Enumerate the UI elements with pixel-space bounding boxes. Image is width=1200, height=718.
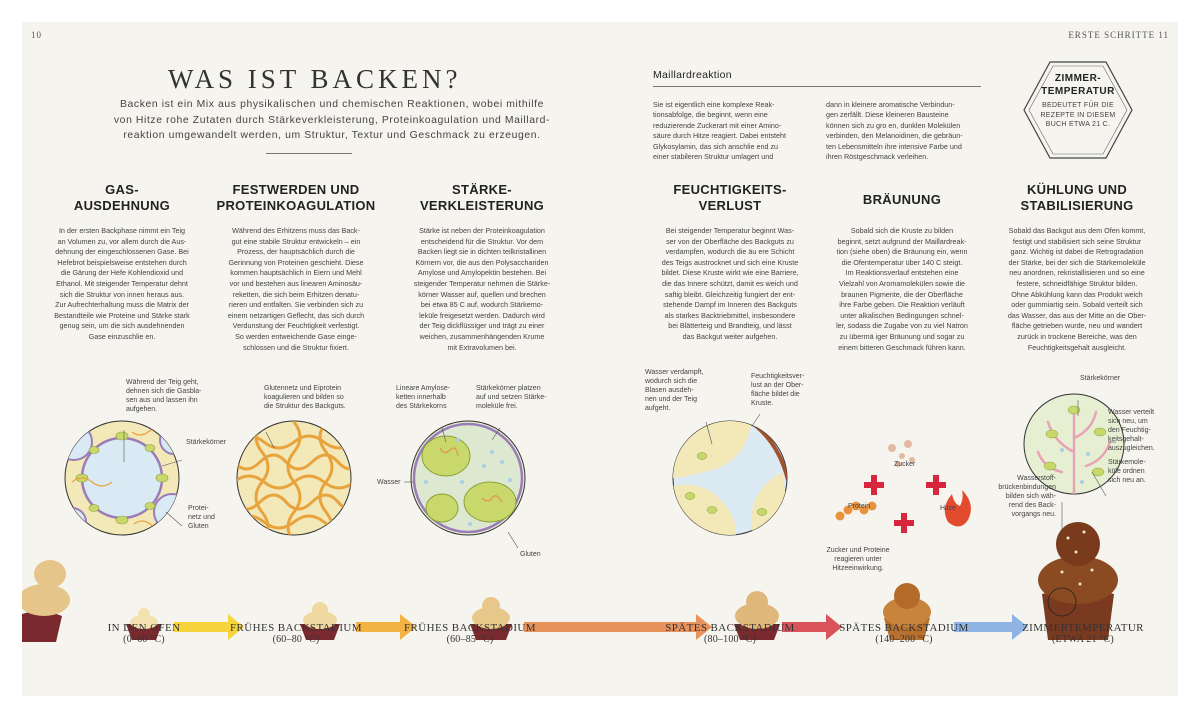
body-line: die Ofentemperatur über 140 C steigt. (841, 257, 963, 267)
intro-line: Backen ist ein Mix aus physikalischen und chemischen Reaktionen, wobei mithilfe (120, 99, 544, 110)
body-line: des Teigs austrocknet und sich eine Kruste (661, 257, 799, 267)
body-line: Bei steigender Temperatur beginnt Was- (665, 226, 795, 235)
stage-label-5 (830, 622, 978, 646)
ann-line: dehnen sich die Gasbla- (126, 388, 202, 395)
maillard-line: können sich zu gro en, dunklen Molekülen (826, 120, 961, 130)
annotation-gas (126, 378, 202, 414)
body-line: entscheidend für die Struktur. Vor dem (420, 236, 544, 246)
ann-line: Wasser verteilt (1108, 409, 1155, 416)
ann-line: des Stärkekorns (396, 403, 447, 410)
body-line: Ohne Abkühlung kann das Produkt weich (1011, 289, 1143, 299)
body-line: dehnung der eingeschlossenen Gase. Bei (55, 247, 189, 257)
page-number-right: 11 (1158, 30, 1169, 40)
body-line: unter alkalischen Bedingungen schnel- (840, 310, 964, 320)
body-line: schlossen und die Struktur fixiert. (243, 342, 349, 352)
body-line: tion (siehe oben) die Bräunung ein, wenn (836, 247, 968, 257)
page-number-left: 10 (31, 30, 42, 40)
stage-temp: (0–60 °C) (123, 634, 165, 645)
annotation-hbond (982, 474, 1056, 519)
section-body (42, 226, 202, 343)
body-line: Vielzahl von Aromamolekülen sowie die (838, 278, 966, 288)
ann-line: Protei- (188, 505, 209, 512)
annotation-protein-5: Protein (848, 503, 871, 510)
zimmer-box (1022, 72, 1134, 130)
body-line: Sobald das Backgut aus dem Ofen kommt, (1008, 226, 1146, 235)
ann-line: die Struktur des Backguts. (264, 403, 346, 410)
section-body (216, 226, 376, 353)
section-protein-coagulation (216, 182, 376, 353)
ann-line: aufgeht. (645, 405, 671, 412)
intro-line: reaktion umgewandelt werden, um Struktur, Textur und Geschmack zu erzeugen. (123, 130, 541, 141)
maillard-line: verbinden, den Melanoidinen, die gebräun- (826, 131, 963, 141)
body-line: zurück in trockene Bereiche, was den (1017, 331, 1137, 341)
annotation-sugar: Zucker (894, 461, 916, 468)
annotation-gluten: Gluten (520, 551, 541, 558)
body-line: Zur Aufrechterhaltung muss die Matrix der (55, 300, 189, 310)
section-cooling (996, 182, 1158, 353)
section-body (822, 226, 982, 353)
ann-line: Gluten (188, 523, 209, 530)
moisture-loss-diagram (668, 418, 792, 546)
body-line: ihre Farbe geben. Die Reaktion verläuft (839, 300, 965, 310)
body-line: Bestandteile wie Proteine und Stärke stark (54, 310, 190, 320)
ann-line: Blasen ausdeh- (645, 387, 694, 394)
body-line: oder gummiartig sein. Sobald verteilt sich (1011, 300, 1143, 310)
heading-line: KÜHLUNG UND (1026, 182, 1128, 197)
starch-gelatinization-diagram (411, 421, 525, 535)
annotation-water: Wasser (377, 479, 401, 486)
ann-line: den Feuchtig- (1108, 427, 1151, 434)
maillard-line: tionsabfolge, die beginnt, wenn eine (653, 110, 768, 120)
maillard-rule (653, 86, 981, 87)
annotation-heat: Hitze (940, 505, 956, 512)
plus-icon (864, 475, 946, 533)
ann-line: sich neu, um (1108, 418, 1148, 425)
section-body (996, 226, 1158, 353)
ann-line: sen aus und lassen ihn (126, 397, 198, 404)
annotation-water-6 (1108, 408, 1155, 453)
section-heading (822, 192, 982, 216)
section-heading (402, 182, 562, 216)
annotation-crust (751, 372, 804, 408)
ann-line: nen und der Teig (645, 396, 698, 403)
annotation-starch-1: Stärkekörner (186, 439, 227, 446)
body-line: mit Extravolumen bei. (447, 342, 517, 352)
ann-line: lust an der Ober- (751, 382, 804, 389)
maillard-line: Sie ist eigentlich eine komplexe Reak- (653, 100, 775, 109)
ann-line: reagieren unter (834, 556, 882, 563)
body-line: Während des Erhitzens muss das Back- (232, 226, 360, 235)
ann-line: Zucker und Proteine (826, 547, 890, 554)
body-line: festigt und stabilisiert sich seine Struktur (1012, 236, 1142, 246)
stage-label-6 (1008, 622, 1158, 646)
stage-title: SPÄTES BACKSTADIUM (665, 622, 795, 634)
body-line: saftig bleibt. Gleichzeitig fungiert der ent- (664, 289, 796, 299)
body-line: verdampfen, wodurch die äu ere Schicht (665, 247, 795, 257)
body-line: Feuchtigkeitsgehalt ausgleicht. (1027, 342, 1127, 352)
body-line: der Teig dickflüssiger und trägt zu einer (419, 321, 545, 331)
ann-line: auszugleichen. (1108, 445, 1155, 452)
zimmer-body-line: REZEPTE IN DIESEM (1040, 111, 1116, 119)
ann-line: Wasserstoff- (1017, 475, 1056, 482)
stage-temp: (60–80 °C) (272, 634, 320, 645)
section-gas-expansion (42, 182, 202, 343)
body-line: steigender Temperatur nehmen die Stärke- (413, 278, 551, 288)
protein-coagulation-diagram (234, 421, 364, 542)
body-line: bildet. Diese Kruste wirkt wie eine Barriere, (661, 268, 799, 278)
title-divider (266, 153, 352, 154)
heading-line: FESTWERDEN UND (232, 182, 360, 197)
ann-line: Kruste. (751, 400, 774, 407)
body-line: kommen hauptsächlich in Eiern und Mehl (230, 268, 362, 278)
body-line: ser von der Oberfläche des Backguts zu (666, 236, 794, 246)
body-line: Körnern vor, die aus den Polysacchariden (415, 257, 549, 267)
ann-line: Wasser verdampft, (645, 369, 704, 376)
large-pastry-left (22, 560, 70, 642)
section-starch-gelatinization (402, 182, 562, 353)
ann-line: sich neu an. (1108, 477, 1146, 484)
section-body (650, 226, 810, 343)
body-line: Backen liegt sie in dichten teilkristallinen (417, 247, 547, 257)
body-line: Gase einzuschlie en. (88, 331, 156, 341)
body-line: reketten, die sich beim Erhitzen denatu- (232, 289, 360, 299)
ann-line: fläche bildet die (751, 391, 800, 398)
stage-title: IN DEN OFEN (107, 622, 181, 634)
body-line: das Wasser, das aus der Mitte an die Ober- (1007, 310, 1147, 320)
ann-line: keitsgehalt- (1108, 436, 1144, 443)
maillard-line: ten Lebensmitteln ihre intensive Farbe und (826, 141, 962, 151)
ann-line: vorgangs neu. (1011, 511, 1056, 518)
maillard-col-2 (826, 100, 986, 162)
gas-expansion-diagram (56, 421, 190, 536)
maillard-line: ihren Röstgeschmack verleihen. (826, 152, 929, 162)
heading-line: FEUCHTIGKEITS- (673, 182, 787, 197)
section-heading (996, 182, 1158, 216)
section-body (402, 226, 562, 353)
body-line: Hefebrot beispielsweise entstehen durch (57, 257, 187, 267)
body-line: Ethanol. Mit steigender Temperatur dehnt (56, 278, 188, 288)
body-line: ler, sodass die Zugabe von zu viel Natron (836, 321, 968, 331)
body-line: bei etwa 85 C auf, wodurch Stärkemo- (420, 300, 544, 310)
zimmer-body-line: BUCH ETWA 21 C. (1045, 121, 1111, 128)
body-line: neu anordnen, rekristallisieren und so eine (1009, 268, 1145, 278)
stage-label-1 (74, 622, 214, 646)
stage-temp: (80–100 °C) (703, 634, 757, 645)
section-heading (42, 182, 202, 216)
body-line: ganz. Wichtig ist dabei die Retrogradation (1010, 247, 1144, 257)
ann-line: moleküle frei. (476, 403, 518, 410)
body-line: die das Innere schützt, damit es weich und (662, 278, 798, 288)
maillard-line: dann in kleinere aromatische Verbindun- (826, 100, 955, 109)
body-line: Sobald sich die Kruste zu bilden (850, 226, 954, 235)
ann-line: Stärkemole- (1108, 459, 1146, 466)
annotation-starch-6: Stärkekörner (1080, 375, 1121, 382)
body-line: körner Wasser auf, quellen und brechen (418, 289, 546, 299)
body-line: braunen Pigmente, die der Oberfläche (841, 289, 963, 299)
section-moisture-loss (650, 182, 810, 343)
stage-label-2 (222, 622, 370, 646)
body-line: In der ersten Backphase nimmt ein Teig (58, 226, 186, 235)
ann-line: wodurch sich die (645, 378, 698, 385)
ann-line: Feuchtigkeitsver- (751, 373, 805, 380)
annotation-gluten-net (264, 384, 346, 411)
ann-line: brückenbindungen (998, 484, 1056, 491)
zimmer-title-line: ZIMMER- (1054, 73, 1102, 84)
section-heading (650, 182, 810, 216)
annotation-protein-1 (188, 504, 215, 531)
body-line: Stärke ist neben der Proteinkoagulation (419, 226, 545, 235)
maillard-line: gen zerfällt. Diese kleineren Bausteine (826, 110, 949, 120)
body-line: Amylose und Amylopektin bestehen. Bei (417, 268, 547, 278)
ann-line: auf und setzen Stärke- (476, 394, 547, 401)
body-line: Im Reaktionsverlauf entstehen eine (845, 268, 959, 278)
heading-line: PROTEINKOAGULATION (216, 198, 376, 213)
stage-label-3 (396, 622, 544, 646)
heading-line: VERLUST (698, 198, 762, 213)
maillard-line: säure durch Hitze reagiert. Dabei entsteht (653, 131, 787, 141)
body-line: beginnt, setzt aufgrund der Maillardreak- (837, 236, 967, 246)
ann-line: Hitzeeinwirkung. (832, 565, 884, 572)
heading-line: STABILISIERUNG (1020, 198, 1134, 213)
body-line: einem bitteren Geschmack führen kann. (838, 342, 966, 352)
stage-title: SPÄTES BACKSTADIUM (839, 622, 969, 634)
body-line: festere, schneidfähige Struktur bilden. (1016, 278, 1138, 288)
body-line: weichen, zusammenhängenden Krume (419, 331, 545, 341)
maillard-line: Glykosylamin, das sich anschlie end zu (653, 141, 779, 151)
annotation-starch-burst (476, 384, 546, 411)
heading-line: BRÄUNUNG (862, 192, 942, 207)
body-line: rieren und entfalten. Sie verbinden sich zu (228, 300, 364, 310)
body-line: als starkes Backtriebmittel, insbesondere (664, 310, 796, 320)
body-line: zu übermä iger Bräunung und sogar zu (839, 331, 965, 341)
ann-line: koagulieren und bilden so (264, 394, 344, 401)
ann-line: bilden sich wäh- (1005, 493, 1056, 500)
zimmer-body-line: BEDEUTET FÜR DIE (1042, 102, 1114, 109)
stage-temp: (60–85 °C) (446, 634, 494, 645)
maillard-line: einer stabileren Struktur umlagert und (653, 152, 774, 162)
ann-line: netz und (188, 514, 215, 521)
body-line: bei Blätterteig und Brandteig, und lässt (668, 321, 792, 331)
book-spread (22, 22, 1178, 696)
running-head-label: ERSTE SCHRITTE (1068, 30, 1156, 40)
ann-line: ketten innerhalb (396, 394, 446, 401)
section-browning (822, 192, 982, 353)
maillard-line: reduzierende Zuckerart mit einer Amino- (653, 120, 782, 130)
ann-line: rend des Back- (1008, 502, 1056, 509)
maillard-heading: Maillardreaktion (653, 69, 732, 81)
annotation-evaporation (645, 368, 703, 413)
body-line: einem netzartigen Geflecht, das sich durch (227, 310, 365, 320)
body-line: gut eine stabile Struktur entwickeln – ein (231, 236, 361, 246)
stage-label-4 (656, 622, 804, 646)
ann-line: Während der Teig geht, (126, 379, 199, 386)
ann-line: aufgehen. (126, 406, 158, 413)
body-line: genug sein, um die sich ausdehnenden (59, 321, 185, 331)
heading-line: AUSDEHNUNG (73, 198, 171, 213)
annotation-reorder (1108, 458, 1146, 485)
ann-line: Stärkekörner platzen (476, 385, 541, 392)
body-line: stehende Dampf im Inneren des Backguts (663, 300, 797, 310)
body-line: an Volumen zu, vor allem durch die Aus- (57, 236, 187, 246)
annotation-amylose (396, 384, 450, 411)
body-line: die Gärung der Hefe Kohlendioxid und (60, 268, 184, 278)
heading-line: STÄRKE- (452, 182, 512, 197)
body-line: fläche getrieben wurde, neu und wandert (1011, 321, 1143, 331)
body-line: der Stärke, bei der sich die Stärkemoleküle (1008, 257, 1146, 267)
annotation-react (810, 546, 906, 573)
body-line: das Backgut weiter aufgehen. (682, 331, 778, 341)
stage-title: FRÜHES BACKSTADIUM (230, 622, 362, 634)
stage-temp: (ETWA 21 °C) (1052, 634, 1114, 645)
body-line: vor und bestehen aus linearen Aminosäu- (229, 278, 363, 288)
maillard-col-1 (653, 100, 813, 162)
browning-diagram (836, 440, 971, 533)
body-line: Verdunstung der Feuchtigkeit verfestigt. (232, 321, 360, 331)
body-line: sich die Struktur von innen heraus aus. (59, 289, 185, 299)
page-title: WAS IST BACKEN? (168, 64, 462, 94)
heading-line: VERKLEISTERUNG (419, 198, 545, 213)
zimmer-title-line: TEMPERATUR (1041, 86, 1115, 97)
intro-line: von Hitze rohe Zutaten durch Stärkeverkleisterung, Proteinkoagulation und Maillard- (113, 114, 551, 126)
intro-text (82, 97, 582, 144)
section-heading (216, 182, 376, 216)
stage-title: FRÜHES BACKSTADIUM (404, 622, 536, 634)
heading-line: GAS- (105, 182, 139, 197)
page-running-head (1068, 30, 1169, 40)
ann-line: Glutennetz und Eiprotein (264, 385, 342, 392)
body-line: Prozess, der hauptsächlich durch die (237, 247, 355, 257)
body-line: leküle freigesetzt werden. Dadurch wird (419, 310, 545, 320)
body-line: Gerinnung von Proteinen geschieht. Diese (228, 257, 364, 267)
body-line: So werden entweichende Gase einge- (235, 331, 357, 341)
stage-temp: (140–200 °C) (875, 634, 933, 645)
ann-line: Lineare Amylose- (396, 385, 451, 392)
stage-title: ZIMMERTEMPERATUR (1022, 622, 1144, 634)
ann-line: küle ordnen (1108, 468, 1145, 475)
